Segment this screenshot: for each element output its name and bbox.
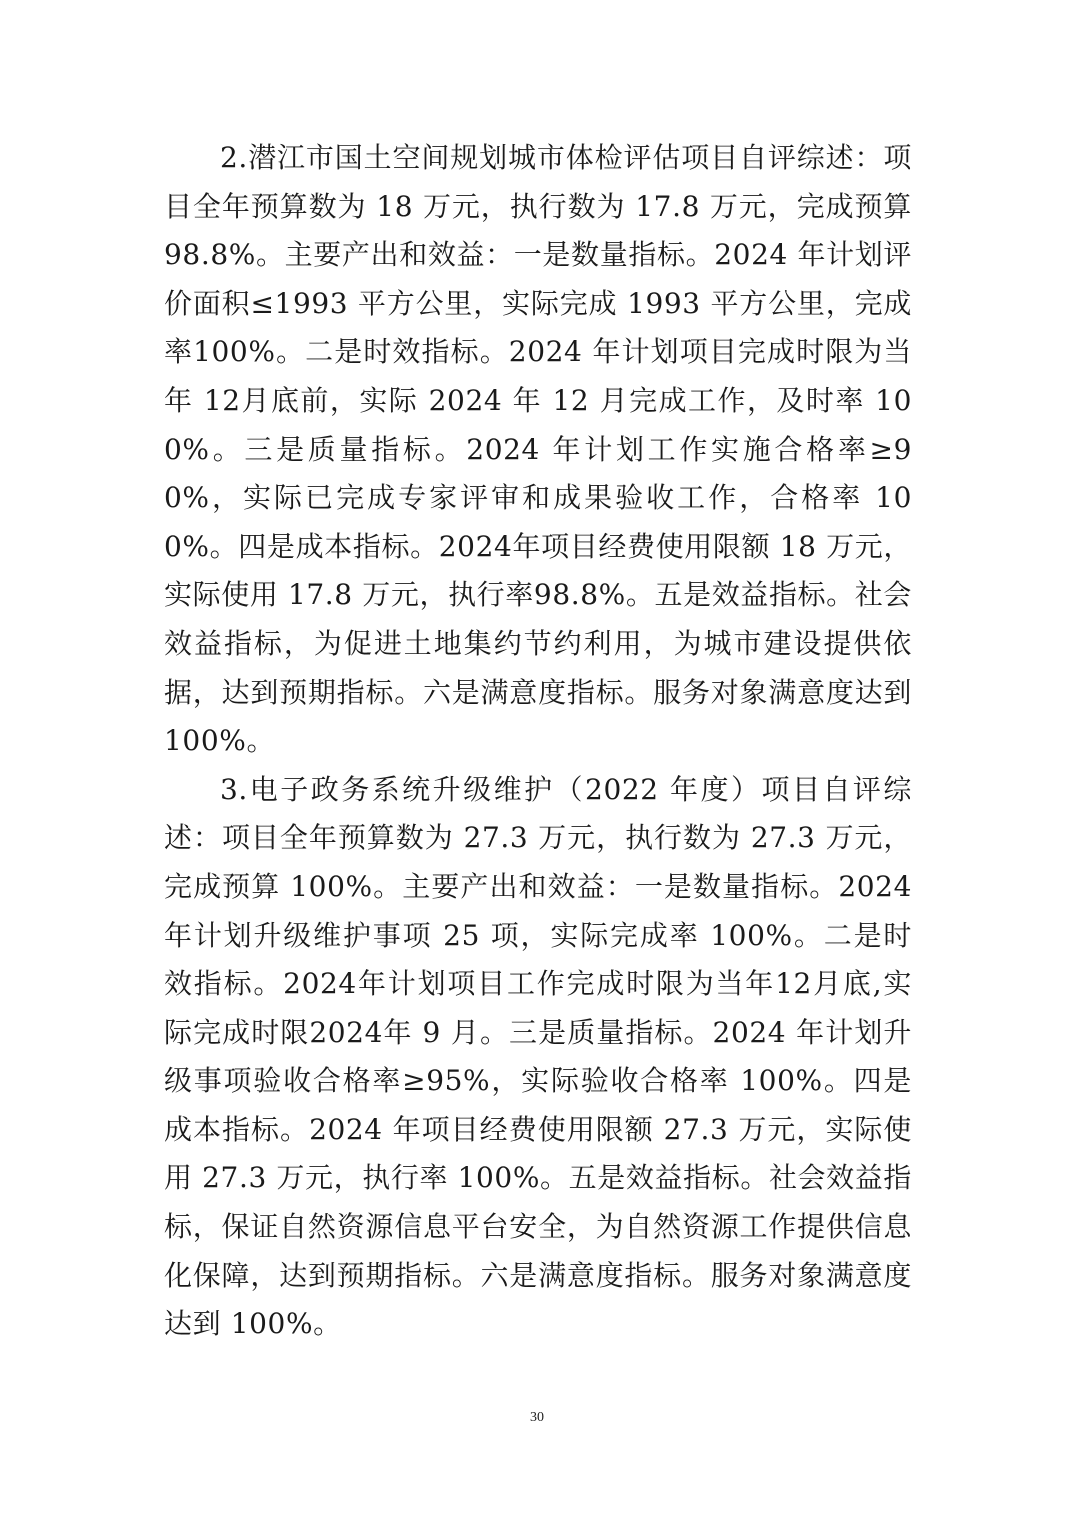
paragraph-project-3: 3.电子政务系统升级维护（2022 年度）项目自评综述：项目全年预算数为 27.3 万元，执行数为 27.3 万元，完成预算 100%。主要产出和效益：一是数量指标。2024 年计划升级维护事项 25 项，实际完成率 100%。二是时效指标。2024年计划项目工作完成时限为当年12月底,实际完成时限2024年 9 月。三是质量指标。2024 年计划升级事项验收合格率≥95%，实际验收合格率 100%。四是成本指标。2024 年项目经费使用限额 27.3 万元，实际使用 27.3 万元，执行率 100%。五是效益指标。社会效益指标，保证自然资源信息平台安全，为自然资源工作提供信息化保障，达到预期指标。六是满意度指标。服务对象满意度达到 100%。 bbox=[164, 772, 912, 1341]
paragraph-project-2: 2.潜江市国土空间规划城市体检评估项目自评综述：项目全年预算数为 18 万元，执行数为 17.8 万元，完成预算98.8%。主要产出和效益：一是数量指标。2024 年计划评价面积≤1993 平方公里，实际完成 1993 平方公里，完成率100%。二是时效指标。2024 年计划项目完成时限为当年 12月底前，实际 2024 年 12 月完成工作，及时率 100%。三是质量指标。2024 年计划工作实施合格率≥90%，实际已完成专家评审和成果验收工作，合格率 100%。四是成本指标。2024年项目经费使用限额 18 万元，实际使用 17.8 万元，执行率98.8%。五是效益指标。社会效益指标，为促进土地集约节约利用，为城市建设提供依据，达到预期指标。六是满意度指标。服务对象满意度达到 100%。 bbox=[164, 141, 912, 758]
document-body bbox=[164, 134, 912, 1349]
page-number: 30 bbox=[530, 1410, 544, 1425]
